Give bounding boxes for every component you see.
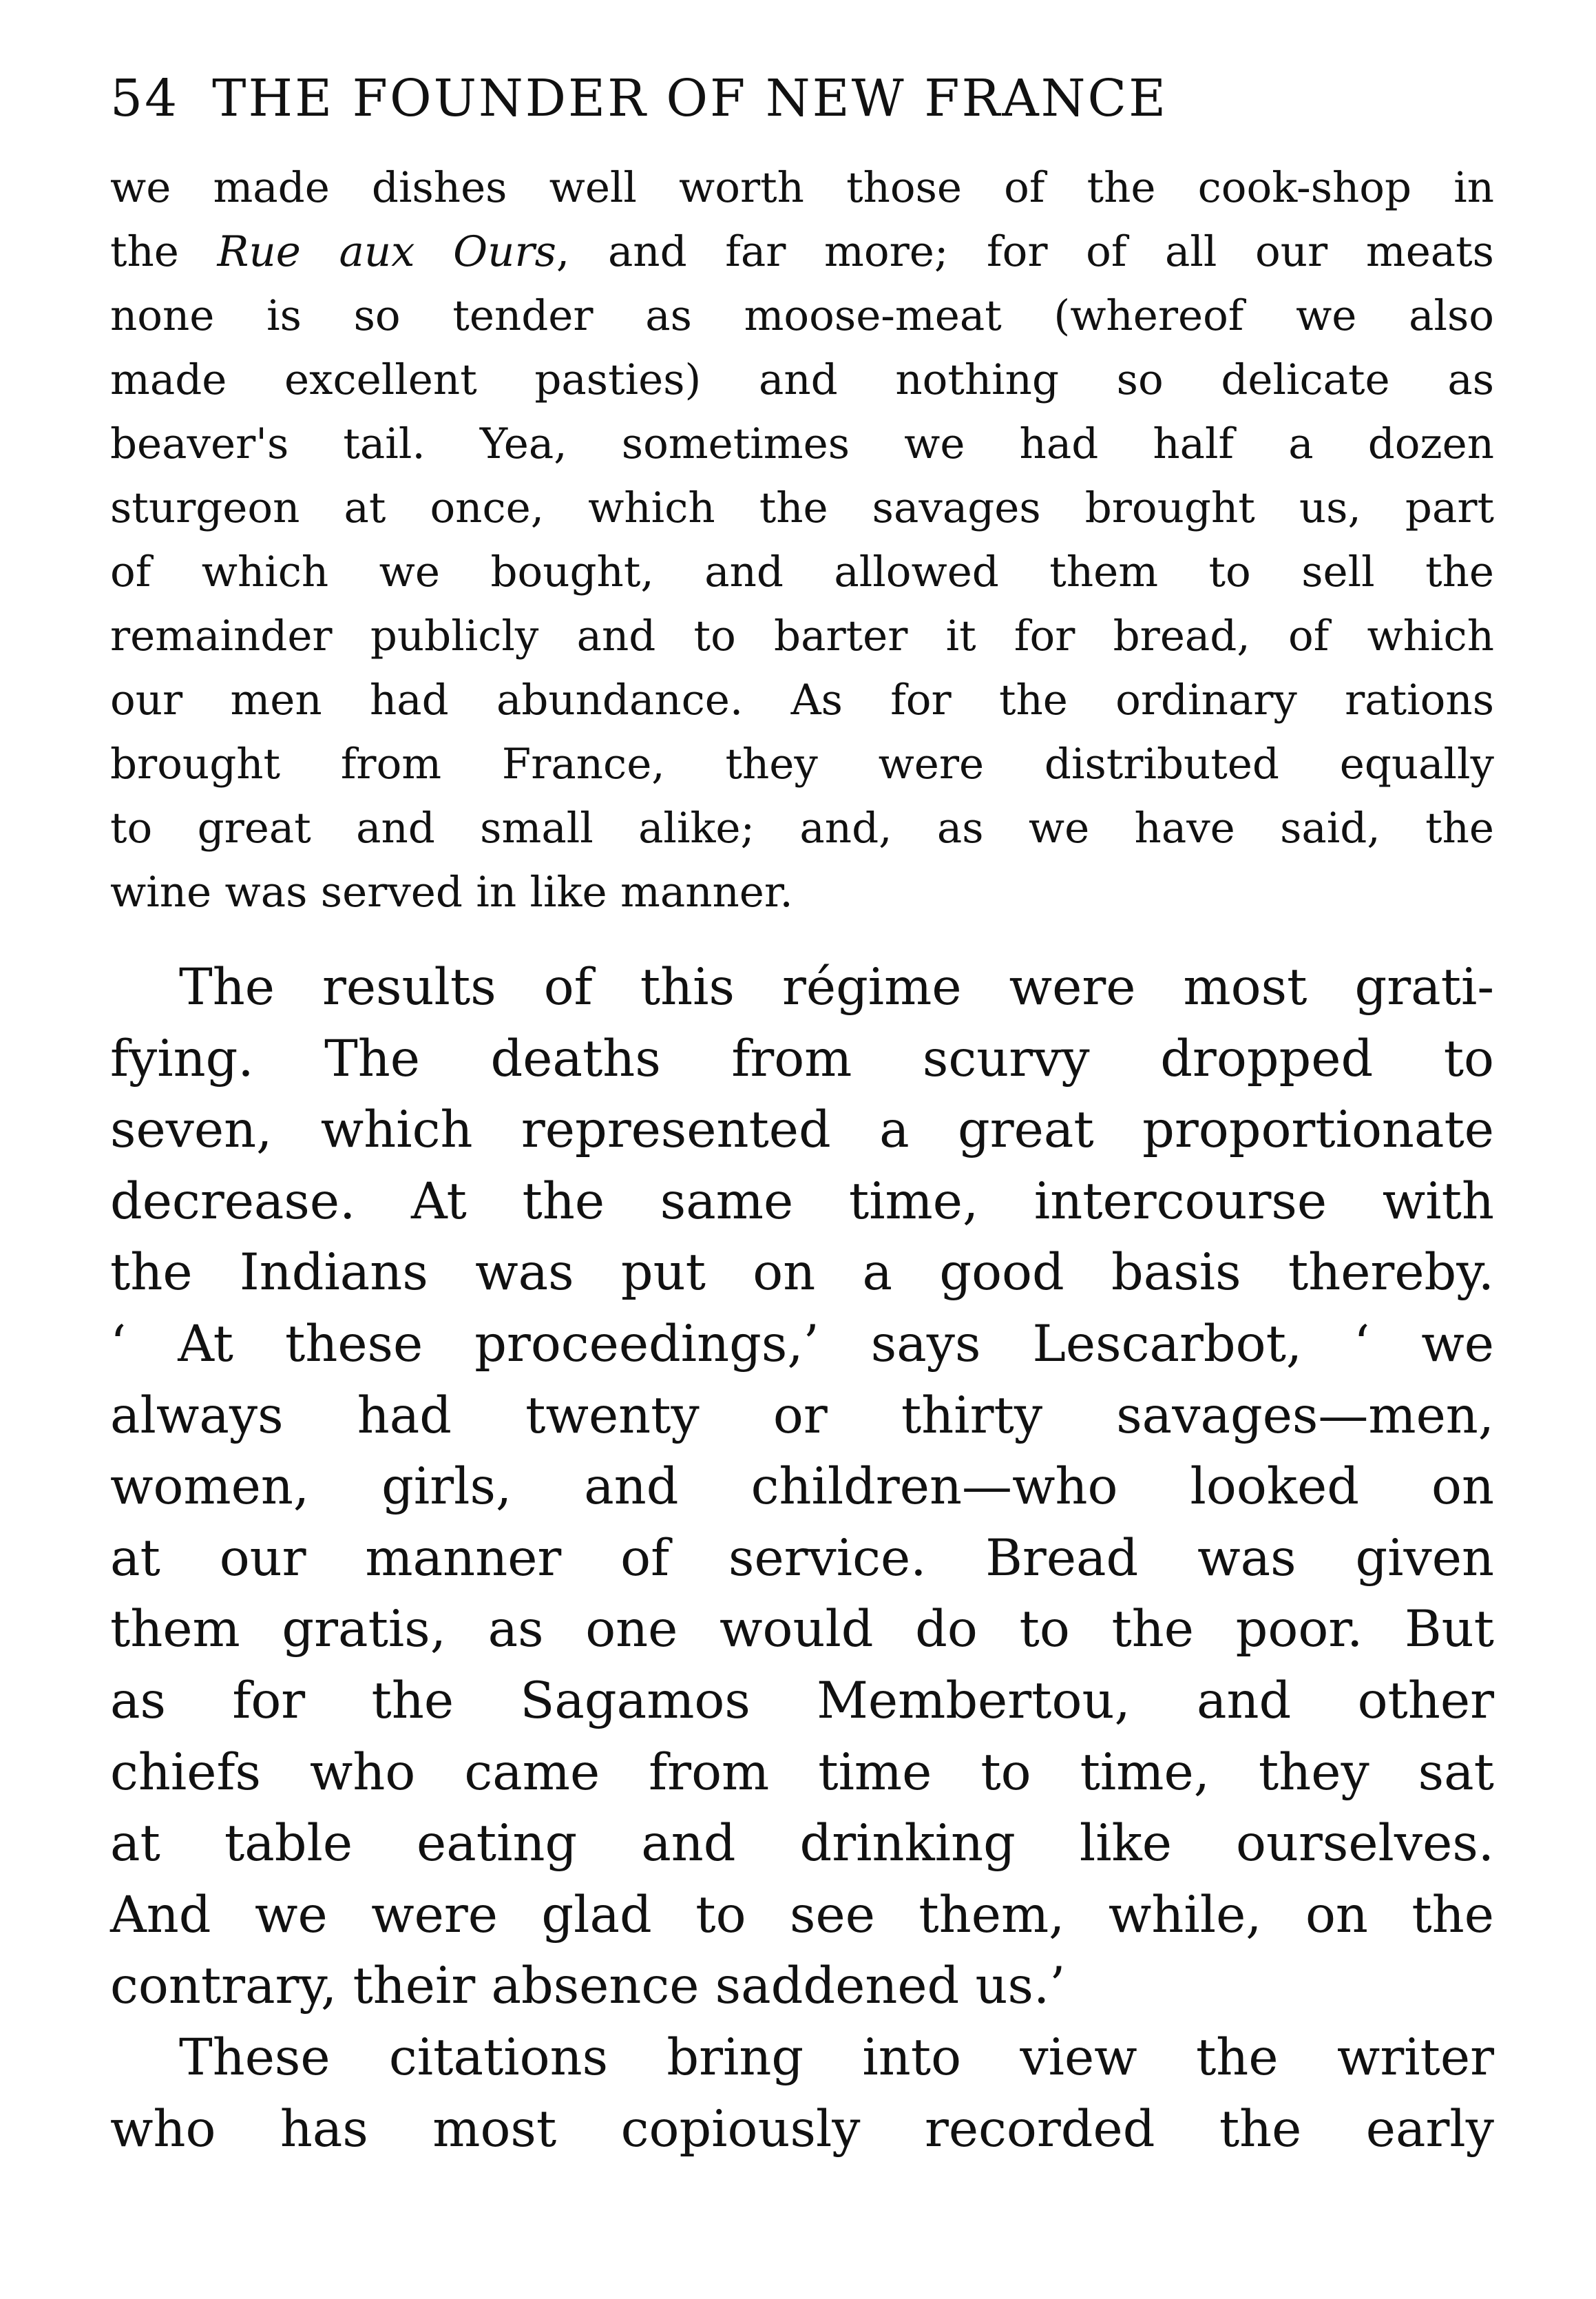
text-line: wine was served in like manner. bbox=[110, 868, 793, 917]
text-line: And we were glad to see them, while, on the bbox=[110, 1885, 1494, 1944]
text-line: remainder publicly and to barter it for bread, of which bbox=[110, 612, 1494, 660]
text-line: fying. The deaths from scurvy dropped to bbox=[110, 1029, 1494, 1088]
text-line: chiefs who came from time to time, they sat bbox=[110, 1743, 1494, 1802]
running-header bbox=[110, 69, 1494, 128]
book-page bbox=[110, 69, 1494, 2165]
text-line: made excellent pasties) and nothing so delicate as bbox=[110, 355, 1494, 404]
running-title: THE FOUNDER OF NEW FRANCE bbox=[212, 69, 1168, 128]
paragraph bbox=[110, 2022, 1494, 2165]
quoted-passage bbox=[110, 156, 1494, 924]
text-line: seven, which represented a great proportionate bbox=[110, 1101, 1494, 1160]
text-line: at our manner of service. Bread was given bbox=[110, 1528, 1494, 1588]
text-line: the Indians was put on a good basis thereby. bbox=[110, 1243, 1494, 1302]
text-line: ‘ At these proceedings,’ says Lescarbot, ‘ we bbox=[110, 1314, 1494, 1373]
text-line: the Rue aux Ours, and far more; for of all our meats bbox=[110, 227, 1494, 276]
text-line: always had twenty or thirty savages—men, bbox=[110, 1386, 1494, 1445]
text-line: brought from France, they were distributed equally bbox=[110, 740, 1494, 789]
text-line: contrary, their absence saddened us.’ bbox=[110, 1957, 1066, 2016]
page-number: 54 bbox=[110, 69, 180, 128]
text-line: who has most copiously recorded the early bbox=[110, 2099, 1494, 2158]
text-line: beaver's tail. Yea, sometimes we had half a dozen bbox=[110, 419, 1494, 468]
text-line: The results of this régime were most grati- bbox=[179, 958, 1494, 1017]
text-line: These citations bring into view the writer bbox=[179, 2028, 1494, 2087]
text-line: at table eating and drinking like ourselves. bbox=[110, 1814, 1494, 1873]
text-line: none is so tender as moose-meat (whereof we also bbox=[110, 291, 1494, 340]
text-line: women, girls, and children—who looked on bbox=[110, 1457, 1494, 1517]
text-line: decrease. At the same time, intercourse with bbox=[110, 1172, 1494, 1231]
text-line: as for the Sagamos Membertou, and other bbox=[110, 1671, 1494, 1730]
text-line: to great and small alike; and, as we have said, the bbox=[110, 804, 1494, 853]
paragraph bbox=[110, 952, 1494, 2022]
text-line: we made dishes well worth those of the cook-shop in bbox=[110, 163, 1494, 212]
text-line: of which we bought, and allowed them to sell the bbox=[110, 548, 1494, 596]
text-line: our men had abundance. As for the ordinary rations bbox=[110, 676, 1494, 725]
text-line: sturgeon at once, which the savages brought us, part bbox=[110, 483, 1494, 532]
text-line: them gratis, as one would do to the poor. But bbox=[110, 1600, 1494, 1659]
